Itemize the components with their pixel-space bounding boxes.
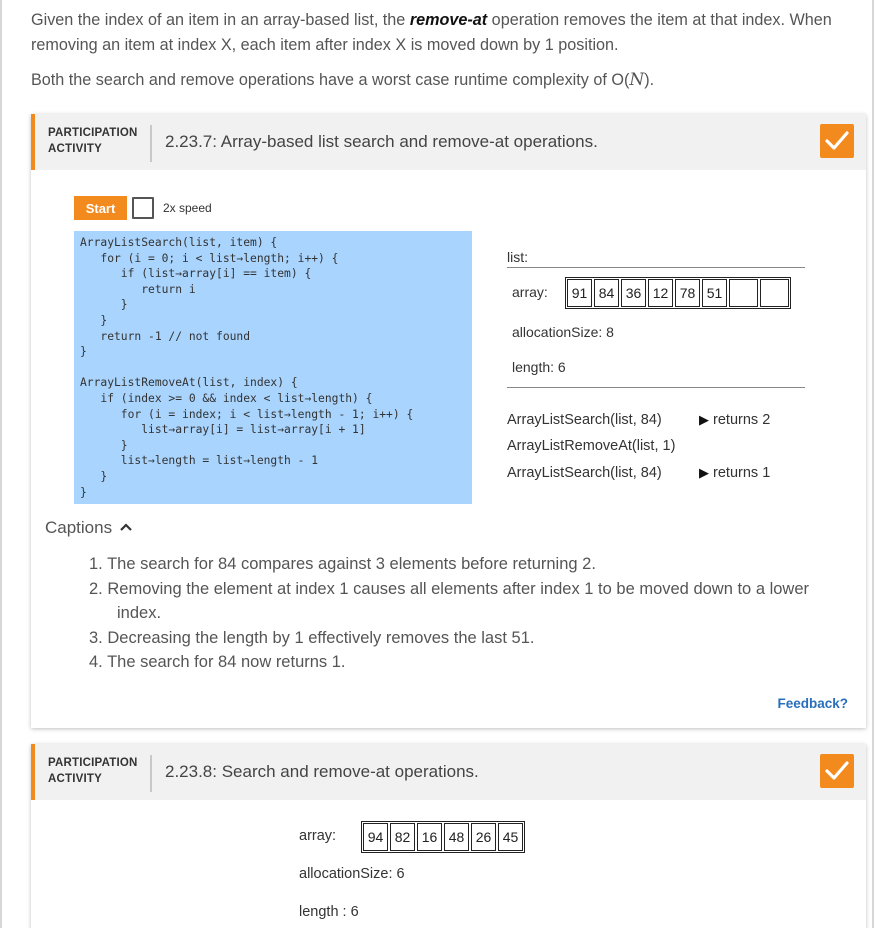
feedback-link[interactable]: Feedback? bbox=[777, 696, 848, 711]
array-cells bbox=[361, 821, 525, 853]
play-triangle-icon: ▶ bbox=[699, 465, 709, 480]
array-cell: 16 bbox=[417, 823, 442, 851]
array-cell: 45 bbox=[498, 823, 523, 851]
list-divider-top bbox=[507, 267, 805, 268]
intro-text bbox=[31, 8, 851, 104]
captions-toggle[interactable]: Captions bbox=[45, 516, 132, 538]
play-triangle-icon: ▶ bbox=[699, 412, 709, 427]
array-cell: 51 bbox=[702, 279, 727, 307]
activity-header bbox=[31, 114, 866, 170]
array-label: array: bbox=[299, 828, 337, 844]
intro-paragraph-complexity: Both the search and remove operations have a worst case runtime complexity of O(N). bbox=[31, 70, 655, 90]
caption-item: 2. Removing the element at index 1 causes all elements after index 1 to be moved down to a lower index. bbox=[89, 579, 810, 623]
header-separator bbox=[150, 755, 152, 792]
activity-title: 2.23.7: Array-based list search and remove-at operations. bbox=[165, 132, 598, 151]
result-search-2: ▶ returns 1 bbox=[699, 465, 771, 481]
array-cell-empty bbox=[729, 279, 758, 307]
participation-activity-2-23-7 bbox=[31, 114, 866, 728]
array-cell: 36 bbox=[621, 279, 646, 307]
call-search-1: ArrayListSearch(list, 84) bbox=[507, 412, 662, 428]
caption-item: 4. The search for 84 now returns 1. bbox=[89, 653, 346, 672]
array-cell: 26 bbox=[471, 823, 496, 851]
array-cell-empty bbox=[760, 279, 789, 307]
speed-label: 2x speed bbox=[163, 201, 212, 215]
participation-activity-2-23-8 bbox=[31, 744, 866, 928]
captions-list bbox=[89, 552, 849, 675]
call-search-2: ArrayListSearch(list, 84) bbox=[507, 465, 662, 481]
allocation-size-label: allocationSize: 8 bbox=[512, 324, 614, 340]
math-n: N bbox=[629, 70, 645, 90]
chevron-up-icon bbox=[120, 516, 132, 536]
participation-activity-label: PARTICIPATION ACTIVITY bbox=[48, 757, 138, 785]
activity-header bbox=[31, 744, 866, 800]
array-cell: 48 bbox=[444, 823, 469, 851]
remove-at-term: remove-at bbox=[409, 11, 488, 29]
activity-title: 2.23.8: Search and remove-at operations. bbox=[165, 762, 479, 781]
list-label: list: bbox=[507, 249, 528, 265]
header-separator bbox=[150, 125, 152, 162]
array-cell: 84 bbox=[594, 279, 619, 307]
participation-activity-label: PARTICIPATION ACTIVITY bbox=[48, 127, 138, 155]
start-button[interactable]: Start bbox=[74, 196, 127, 220]
completion-check-icon bbox=[820, 754, 854, 788]
array-cell: 94 bbox=[363, 823, 388, 851]
array-cells bbox=[565, 277, 791, 309]
length-label: length : 6 bbox=[299, 904, 359, 920]
array-cell: 91 bbox=[567, 279, 592, 307]
length-label: length: 6 bbox=[512, 359, 566, 375]
result-search-1: ▶ returns 2 bbox=[699, 412, 771, 428]
array-cell: 12 bbox=[648, 279, 673, 307]
speed-checkbox[interactable] bbox=[132, 197, 154, 219]
array-cell: 82 bbox=[390, 823, 415, 851]
intro-paragraph-remove-at: Given the index of an item in an array-based list, the remove-at operation removes the item at that index. When removing an item at index X, each item after index X is moved down by 1 position. bbox=[31, 11, 832, 54]
completion-check-icon bbox=[820, 124, 854, 158]
array-cell: 78 bbox=[675, 279, 700, 307]
caption-item: 3. Decreasing the length by 1 effectively removes the last 51. bbox=[89, 628, 535, 647]
code-block: ArrayListSearch(list, item) { for (i = 0; i < list→length; i++) { if (list→array[i] == item) { return i } } return -1 // not found } ArrayListRemoveAt(list, index) { if (index >= 0 && index < list→length) { for (i = index; i < list→length - 1; i++) { list→array[i] = list→array[i + 1] } list→length = list→length - 1 } } bbox=[74, 231, 472, 504]
list-divider-bottom bbox=[507, 387, 805, 388]
call-remove-at: ArrayListRemoveAt(list, 1) bbox=[507, 438, 676, 454]
array-label: array: bbox=[512, 284, 548, 300]
caption-item: 1. The search for 84 compares against 3 elements before returning 2. bbox=[89, 555, 596, 573]
allocation-size-label: allocationSize: 6 bbox=[299, 866, 405, 882]
